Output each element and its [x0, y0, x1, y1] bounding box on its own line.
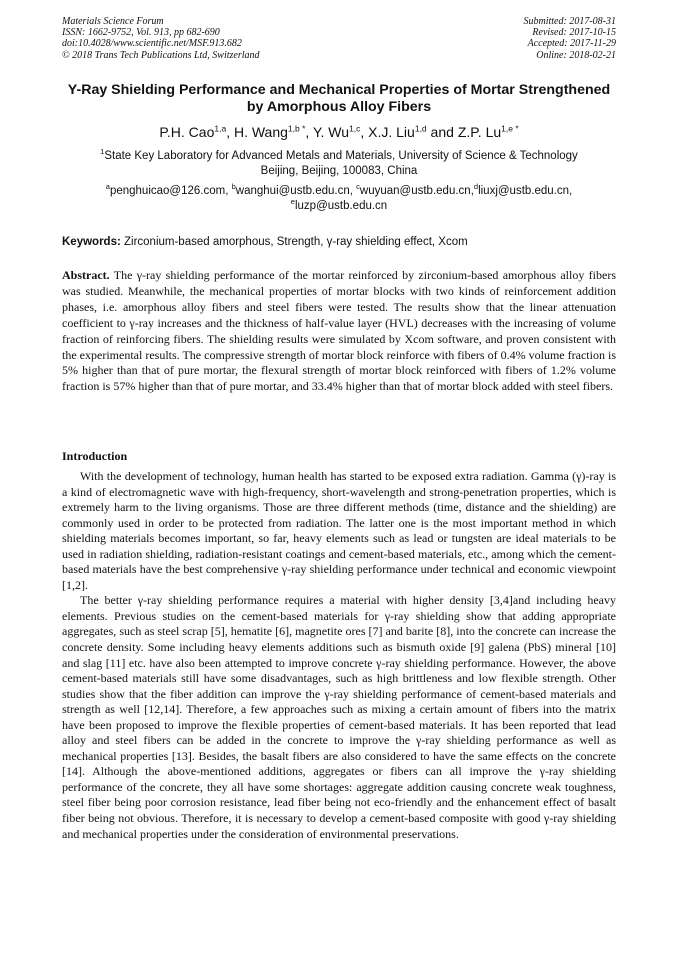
author-name: X.J. Liu	[368, 124, 415, 140]
author-name: Z.P. Lu	[457, 124, 502, 140]
copyright-line: © 2018 Trans Tech Publications Ltd, Switzerland	[62, 49, 260, 61]
issn-line: ISSN: 1662-9752, Vol. 913, pp 682-690	[62, 27, 220, 39]
email-link[interactable]: luzp@ustb.edu.cn	[294, 200, 388, 212]
author-superscript: 1,e *	[501, 123, 519, 134]
online-date: Online: 2018-02-21	[536, 49, 616, 61]
author-superscript: 1,a	[214, 123, 227, 134]
abstract-text: The γ-ray shielding performance of the mortar reinforced by zirconium-based amorphous alloy fibers was studied. Meanwhile, the mechanical properties of mortar blocks with two kinds of reinforcement addition phases, i.e. amorphous alloy fibers and steel fibers were tested. The results show that the linear attenuation coefficient to γ-ray increases and the thickness of half-value layer (HVL) decreases with the increasing of volume fraction of reinforcing fibers. The shielding results were simulated by Xcom software, and proven consistent with the experimental results. The compressive strength of mortar block reinforce with fibers of 0.4% volume fraction is 5% higher than that of pure mortar, the flexural strength of mortar block reinforced with fibers of 1.2% volume fraction is 57% higher than that of pure mortar, and 33.4% higher than that of mortar block added with steel fibers.	[62, 268, 616, 394]
author-superscript: 1,d	[414, 123, 427, 134]
introduction-body	[62, 469, 616, 842]
doi-line[interactable]: doi:10.4028/www.scientific.net/MSF.913.682	[62, 38, 242, 50]
email-link[interactable]: wuyuan@ustb.edu.cn	[359, 185, 471, 197]
submitted-date: Submitted: 2017-08-31	[523, 16, 616, 27]
journal-name: Materials Science Forum	[62, 16, 164, 27]
email-link[interactable]: wanghui@ustb.edu.cn	[235, 185, 350, 197]
email-superscript: e	[290, 197, 295, 207]
email-superscript: a	[105, 182, 110, 192]
keywords	[62, 235, 616, 249]
author-name: Y. Wu	[312, 124, 350, 140]
section-heading-introduction: Introduction	[62, 449, 128, 463]
author-name: P.H. Cao	[159, 124, 215, 140]
affiliation-line: State Key Laboratory for Advanced Metals and Materials, University of Science & Technology	[104, 150, 578, 162]
email-list: $^a$penghuicao@126.com, $^b$wanghui@ustb.edu.cn, $^c$wuyuan@ustb.edu.cn,$^d$liuxj@ustb.edu.cn, $^e$luzp@ustb.edu.cn	[105, 182, 573, 212]
submission-dates	[524, 16, 617, 61]
paper-title: Y-Ray Shielding Performance and Mechanical Properties of Mortar Strengthened by Amorphous Alloy Fibers	[67, 82, 611, 115]
author-list: P.H. Cao$^{1,a}$, H. Wang$^{1,b *}$, Y. Wu$^{1,c}$, X.J. Liu$^{1,d}$ and Z.P. $Lu^{1,e *}$	[159, 123, 519, 140]
email-superscript: b	[231, 182, 236, 192]
revised-date: Revised: 2017-10-15	[532, 27, 616, 39]
affiliation-line: Beijing, Beijing, 100083, China	[260, 165, 418, 177]
keywords-label: Keywords:	[62, 236, 121, 248]
paragraph: With the development of technology, human health has started to be exposed extra radiation. Gamma (γ)-ray is a kind of electromagnetic wave with high-frequency, short-wavelength and strong-penetration properties, which is extremely harm to the living organisms. Those are three different methods (time, distance and the shielding) are commonly used in order to be protected from radiation. The latter one is the most important method in which shielding materials becomes important, so far, heavy elements such as lead or tungsten are ideal materials to be used in radiation shielding, radiation-resistant coatings and cement-based materials, etc., among which the cement-based materials have the best comprehensive γ-ray shielding performance under technical and economic viewpoint [1,2].	[62, 469, 616, 592]
journal-info	[62, 16, 260, 61]
email-superscript: d	[473, 182, 479, 192]
email-link[interactable]: penghuicao@126.com	[109, 185, 226, 197]
email-link[interactable]: liuxj@ustb.edu.cn	[478, 185, 570, 197]
abstract	[62, 268, 616, 395]
affiliation-superscript: 1	[100, 147, 105, 157]
email-superscript: c	[356, 182, 360, 192]
abstract-label: Abstract.	[62, 268, 110, 282]
keywords-text: Zirconium-based amorphous, Strength, γ-ray shielding effect, Xcom	[124, 236, 468, 248]
author-name: H. Wang	[233, 124, 288, 140]
paragraph: The better γ-ray shielding performance requires a material with higher density [3,4]and including heavy elements. Previous studies on the cement-based materials for γ-ray shielding show that adding appropriate aggregates, such as steel scrap [5], hematite [6], magnetite ores [7] and barite [8], into the concrete can increase the concrete density. Some including heavy elements additions such as bismuth oxide [9] galena (PbS) mineral [10] and slag [11] etc. have also been attempted to improve concrete γ-ray shielding performance. However, the above cement-based materials still have some disadvantages, such as high brittleness and low flexible strength. Other studies show that the fiber addition can improve the γ-ray shielding performance of cement-based materials and strength as well [12,14]. Therefore, a few approaches such as mixing a certain amount of fibers into the matrix have been proposed to improve the flexible properties of cement-based materials. It has been reported that lead alloy and steel fibers can be added in the concrete to improve the γ-ray shielding performance as well as mechanical properties [13]. Besides, the basalt fibers are also considered to have the same effects on the concrete [14]. Although the above-mentioned additions, aggregates or fibers can all improve the γ-ray shielding performance of the concrete, they all have some shortages: aggregate addition causing concrete weak toughness, steel fiber being poor corrosion resistance, lead fiber being not eco-friendly and the enhancement effect of basalt fiber being not obvious. Therefore, it is necessary to develop a cement-based composite with good γ-ray shielding and mechanical properties under the consideration of environmental preservations.	[62, 593, 616, 841]
affiliation	[62, 149, 616, 179]
author-superscript: 1,b *	[287, 123, 306, 134]
accepted-date: Accepted: 2017-11-29	[527, 38, 616, 50]
author-superscript: 1,c	[349, 123, 361, 134]
